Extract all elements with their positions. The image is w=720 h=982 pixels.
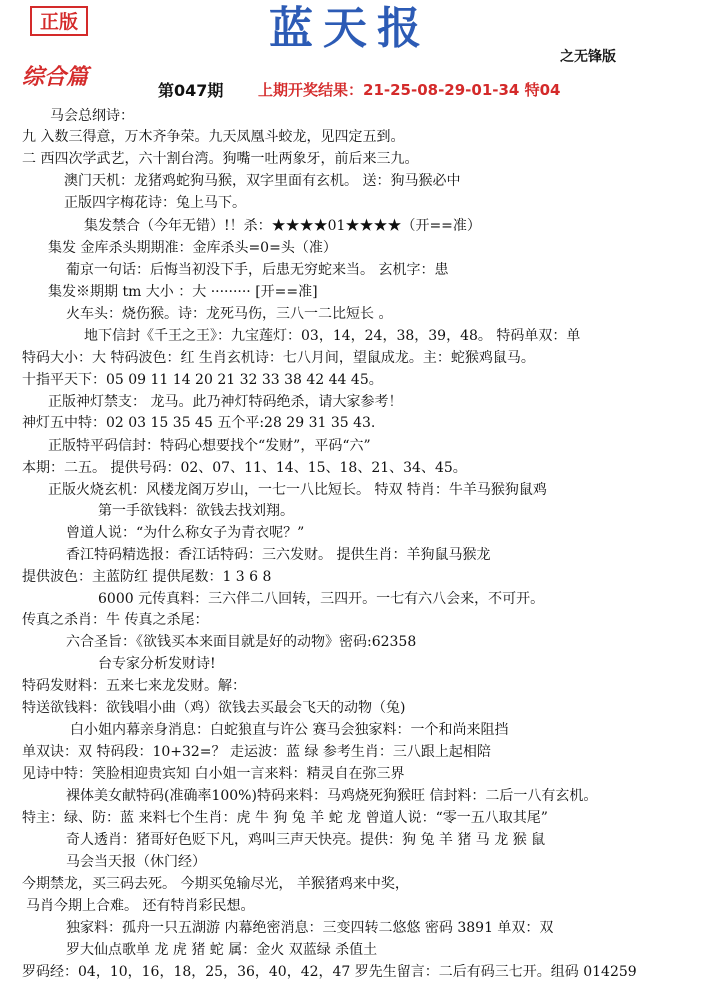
text-line: 十指平天下：05 09 11 14 20 21 32 33 38 42 44 45。 — [22, 372, 383, 388]
edition-subtitle: 之无锋版 — [560, 49, 616, 65]
text-line: 特码大小：大 特码波色：红 生肖玄机诗：七八月间，望鼠成龙。主：蛇猴鸡鼠马。 — [22, 350, 535, 366]
text-line: 特送欲钱料：欲钱唱小曲（鸡）欲钱去买最会飞天的动物（兔) — [22, 700, 406, 716]
text-line: 特码发财料：五来七来龙发财。解： — [22, 678, 246, 694]
text-line: 火车头：烧伤猴。诗：龙死马伤，三八一二比短长 。 — [66, 306, 393, 322]
text-line: 集发禁合（今年无错）!！杀：★★★★01★★★★（开==准） — [84, 218, 481, 234]
issue-number: 第047期 — [158, 81, 224, 100]
last-draw-result: 上期开奖结果：21-25-08-29-01-34 特04 — [258, 81, 561, 99]
text-line: 传真之杀肖：牛 传真之杀尾： — [22, 612, 209, 628]
text-line: 正版火烧玄机：风楼龙阁万岁山，一七一八比短长。 特双 特肖：牛羊马猴狗鼠鸡 — [48, 482, 547, 498]
newspaper-title: 蓝天报 — [269, 3, 431, 54]
text-line: 集发※期期 tm 大小 ：大 ········· [开==准] — [48, 284, 318, 300]
text-line: 地下信封《千王之王》：九宝莲灯：03，14，24，38，39，48。 特码单双：单 — [84, 328, 581, 344]
text-line: 曾道人说：“为什么称女子为青衣呢？” — [66, 525, 305, 541]
text-line: 二 西四次学武艺，六十割台湾。狗嘴一吐两象牙，前后来三九。 — [22, 151, 419, 167]
text-line: 见诗中特：笑脸相迎贵宾知 白小姐一言来料：精灵自在弥三界 — [22, 766, 405, 782]
text-line: 特主：绿、防：蓝 来料七个生肖：虎 牛 狗 兔 羊 蛇 龙 曾道人说：“零一五八取其尾” — [22, 810, 548, 826]
text-line: 本期：二五。 提供号码：02、07、11、14、15、18、21、34、45。 — [22, 460, 467, 476]
text-line: 罗码经：04，10，16，18，25，36，40，42，47 罗先生留言：二后有码三七开。组码 014259 — [22, 964, 637, 980]
text-line: 澳门天机：龙猪鸡蛇狗马猴，双字里面有玄机。 送：狗马猴必中 — [64, 173, 461, 189]
text-line: 马肖今期上合难。 还有特肖彩民想。 — [26, 898, 255, 914]
text-line: 集发 金库杀头期期准：金库杀头=0=头（准） — [48, 240, 337, 256]
text-line: 奇人透肖：猪哥好色贬下凡，鸡叫三声天快亮。提供：狗 兔 羊 猪 马 龙 猴 鼠 — [66, 832, 546, 848]
text-line: 罗大仙点歌单 龙 虎 猪 蛇 属：金火 双蓝绿 杀值土 — [66, 942, 378, 958]
section-label: 综合篇 — [22, 65, 89, 90]
text-line: 正版特平码信封：特码心想要找个“发财”，平码“六” — [48, 438, 371, 454]
text-line: 单双诀：双 特码段：10+32=？ 走运波：蓝 绿 参考生肖：三八跟上起相陪 — [22, 744, 491, 760]
text-line: 今期禁龙，买三码去死。 今期买兔输尽光， 羊猴猪鸡来中奖， — [22, 876, 409, 892]
text-line: 正版神灯禁支： 龙马。此乃神灯特码绝杀，请大家参考！ — [48, 394, 403, 410]
text-line: 白小姐内幕亲身消息：白蛇狼直与许公 赛马会独家料：一个和尚来阻挡 — [70, 722, 509, 738]
text-line: 裸体美女献特码(准确率100%)特码来料：马鸡烧死狗猴旺 信封料：二后一八有玄机。 — [66, 788, 598, 804]
text-line: 台专家分析发财诗! — [98, 656, 216, 672]
text-line: 第一手欲钱料：欲钱去找刘翔。 — [98, 503, 294, 519]
text-line: 独家料：孤舟一只五湖游 内幕绝密消息：三变四转二悠悠 密码 3891 单双：双 — [66, 920, 554, 936]
text-line: 马会总纲诗： — [50, 108, 134, 124]
text-line: 6000 元传真料：三六伴二八回转，三四开。一七有六八会来，不可开。 — [98, 591, 545, 607]
text-line: 正版四字梅花诗：兔上马下。 — [64, 195, 246, 211]
text-line: 提供波色：主蓝防红 提供尾数：1 3 6 8 — [22, 569, 272, 585]
text-line: 马会当天报（休门经） — [66, 854, 206, 870]
text-line: 九 入数三得意，万木齐争荣。九天凤凰斗蛟龙，见四定五到。 — [22, 129, 405, 145]
text-line: 葡京一句话：后悔当初没下手，后患无穷蛇来当。 玄机字：患 — [66, 262, 449, 278]
text-line: 神灯五中特：02 03 15 35 45 五个平:28 29 31 35 43. — [22, 415, 376, 431]
genuine-badge: 正版 — [30, 6, 88, 36]
text-line: 香江特码精选报：香江话特码：三六发财。 提供生肖：羊狗鼠马猴龙 — [66, 547, 491, 563]
text-line: 六合圣旨：《欲钱买本来面目就是好的动物》密码:62358 — [66, 634, 417, 650]
